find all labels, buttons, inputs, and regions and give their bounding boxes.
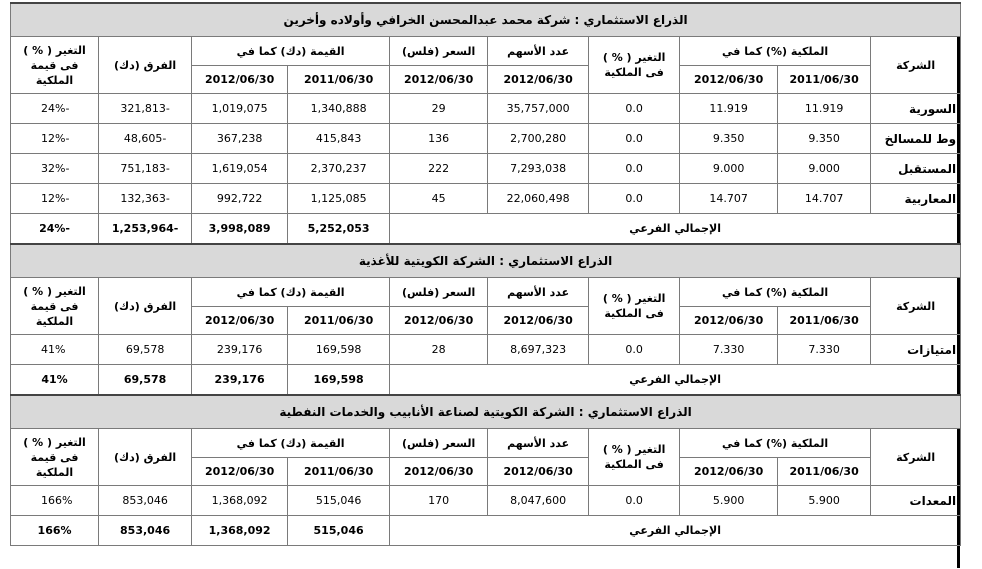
header-date: 2011/06/30 <box>288 307 390 335</box>
table-row <box>11 184 961 214</box>
price: 222 <box>390 154 488 184</box>
header-shares: عدد الأسهم <box>488 37 589 66</box>
diff: -132,363 <box>99 184 192 214</box>
value-change: -12% <box>11 184 99 214</box>
value-2011: 515,046 <box>288 486 390 516</box>
header-date: 2012/06/30 <box>680 307 778 335</box>
ownership-2012: 14.707 <box>680 184 778 214</box>
subtotal-value-2012: 3,998,089 <box>192 214 288 245</box>
header-date: 2011/06/30 <box>778 307 871 335</box>
header-date: 2012/06/30 <box>488 458 589 486</box>
subtotal-value-2011: 169,598 <box>288 365 390 396</box>
company-name: المعاربية <box>871 184 961 214</box>
company-name: السورية <box>871 94 961 124</box>
header-date: 2012/06/30 <box>192 66 288 94</box>
section-title: الذراع الاستثماري : الشركة الكويتية لصناعة الأنابيب والخدمات النفطية <box>11 395 961 429</box>
table-row <box>11 335 961 365</box>
ownership-change: 0.0 <box>589 124 680 154</box>
subtotal-diff: 69,578 <box>99 365 192 396</box>
section-title: الذراع الاستثماري : شركة محمد عبدالمحسن الخرافي وأولاده وأخرين <box>11 3 961 37</box>
price: 28 <box>390 335 488 365</box>
header-company: الشركة <box>871 278 961 335</box>
subtotal-diff: 853,046 <box>99 516 192 546</box>
ownership-change: 0.0 <box>589 184 680 214</box>
value-2012: 1,019,075 <box>192 94 288 124</box>
header-diff: الفرق (دك) <box>99 278 192 335</box>
diff: -48,605 <box>99 124 192 154</box>
table-row <box>11 124 961 154</box>
subtotal-label: الإجمالي الفرعي <box>390 214 961 245</box>
header-date: 2012/06/30 <box>488 307 589 335</box>
header-ownership-change: التغير ( % ) فى الملكية <box>589 278 680 335</box>
ownership-2011: 5.900 <box>778 486 871 516</box>
header-date: 2012/06/30 <box>390 66 488 94</box>
header-date: 2012/06/30 <box>680 458 778 486</box>
diff: -751,183 <box>99 154 192 184</box>
header-value: القيمة (دك) كما في <box>192 278 390 307</box>
value-change: -32% <box>11 154 99 184</box>
subtotal-change: 41% <box>11 365 99 396</box>
shares: 2,700,280 <box>488 124 589 154</box>
header-date: 2011/06/30 <box>288 66 390 94</box>
investment-report-table <box>10 2 961 546</box>
company-name: امتيازات <box>871 335 961 365</box>
section-title: الذراع الاستثماري : الشركة الكويتية للأغذية <box>11 244 961 278</box>
header-ownership: الملكية (%) كما في <box>680 37 871 66</box>
subtotal-row <box>11 365 961 396</box>
header-value-change: التغير ( % ) فى قيمة الملكية <box>11 37 99 94</box>
header-company: الشركة <box>871 429 961 486</box>
table-row <box>11 94 961 124</box>
ownership-2011: 9.350 <box>778 124 871 154</box>
ownership-2011: 9.000 <box>778 154 871 184</box>
subtotal-label: الإجمالي الفرعي <box>390 365 961 396</box>
header-value-change: التغير ( % ) فى قيمة الملكية <box>11 429 99 486</box>
value-change: 41% <box>11 335 99 365</box>
subtotal-row <box>11 516 961 546</box>
header-ownership: الملكية (%) كما في <box>680 429 871 458</box>
price: 136 <box>390 124 488 154</box>
header-value: القيمة (دك) كما في <box>192 37 390 66</box>
subtotal-change: -24% <box>11 214 99 245</box>
value-2011: 169,598 <box>288 335 390 365</box>
ownership-2011: 11.919 <box>778 94 871 124</box>
header-ownership-change: التغير ( % ) فى الملكية <box>589 37 680 94</box>
subtotal-row <box>11 214 961 245</box>
diff: 853,046 <box>99 486 192 516</box>
subtotal-value-2012: 1,368,092 <box>192 516 288 546</box>
shares: 8,697,323 <box>488 335 589 365</box>
price: 170 <box>390 486 488 516</box>
subtotal-value-2012: 239,176 <box>192 365 288 396</box>
header-date: 2012/06/30 <box>192 307 288 335</box>
ownership-2011: 7.330 <box>778 335 871 365</box>
subtotal-value-2011: 515,046 <box>288 516 390 546</box>
subtotal-label: الإجمالي الفرعي <box>390 516 961 546</box>
value-change: 166% <box>11 486 99 516</box>
ownership-2012: 11.919 <box>680 94 778 124</box>
shares: 7,293,038 <box>488 154 589 184</box>
header-ownership: الملكية (%) كما في <box>680 278 871 307</box>
price: 29 <box>390 94 488 124</box>
ownership-2012: 7.330 <box>680 335 778 365</box>
subtotal-change: 166% <box>11 516 99 546</box>
company-name: المستقبل <box>871 154 961 184</box>
table-row <box>11 486 961 516</box>
company-name: المعدات <box>871 486 961 516</box>
header-date: 2012/06/30 <box>488 66 589 94</box>
header-date: 2011/06/30 <box>288 458 390 486</box>
value-change: -24% <box>11 94 99 124</box>
header-date: 2012/06/30 <box>390 307 488 335</box>
table-row <box>11 154 961 184</box>
value-2012: 992,722 <box>192 184 288 214</box>
header-price: السعر (فلس) <box>390 429 488 458</box>
ownership-change: 0.0 <box>589 154 680 184</box>
header-shares: عدد الأسهم <box>488 429 589 458</box>
header-diff: الفرق (دك) <box>99 37 192 94</box>
header-value-change: التغير ( % ) فى قيمة الملكية <box>11 278 99 335</box>
ownership-change: 0.0 <box>589 94 680 124</box>
value-change: -12% <box>11 124 99 154</box>
ownership-change: 0.0 <box>589 335 680 365</box>
value-2011: 1,125,085 <box>288 184 390 214</box>
value-2012: 1,368,092 <box>192 486 288 516</box>
header-company: الشركة <box>871 37 961 94</box>
shares: 8,047,600 <box>488 486 589 516</box>
value-2012: 239,176 <box>192 335 288 365</box>
shares: 22,060,498 <box>488 184 589 214</box>
value-2012: 367,238 <box>192 124 288 154</box>
ownership-2012: 9.350 <box>680 124 778 154</box>
header-date: 2012/06/30 <box>390 458 488 486</box>
company-name: وط للمسالخ <box>871 124 961 154</box>
value-2012: 1,619,054 <box>192 154 288 184</box>
header-date: 2011/06/30 <box>778 66 871 94</box>
value-2011: 415,843 <box>288 124 390 154</box>
value-2011: 2,370,237 <box>288 154 390 184</box>
header-diff: الفرق (دك) <box>99 429 192 486</box>
diff: -321,813 <box>99 94 192 124</box>
header-date: 2012/06/30 <box>680 66 778 94</box>
subtotal-value-2011: 5,252,053 <box>288 214 390 245</box>
header-value: القيمة (دك) كما في <box>192 429 390 458</box>
shares: 35,757,000 <box>488 94 589 124</box>
header-price: السعر (فلس) <box>390 278 488 307</box>
header-ownership-change: التغير ( % ) فى الملكية <box>589 429 680 486</box>
price: 45 <box>390 184 488 214</box>
ownership-change: 0.0 <box>589 486 680 516</box>
header-date: 2011/06/30 <box>778 458 871 486</box>
subtotal-diff: -1,253,964 <box>99 214 192 245</box>
header-date: 2012/06/30 <box>192 458 288 486</box>
diff: 69,578 <box>99 335 192 365</box>
header-price: السعر (فلس) <box>390 37 488 66</box>
header-shares: عدد الأسهم <box>488 278 589 307</box>
value-2011: 1,340,888 <box>288 94 390 124</box>
ownership-2012: 9.000 <box>680 154 778 184</box>
ownership-2011: 14.707 <box>778 184 871 214</box>
ownership-2012: 5.900 <box>680 486 778 516</box>
